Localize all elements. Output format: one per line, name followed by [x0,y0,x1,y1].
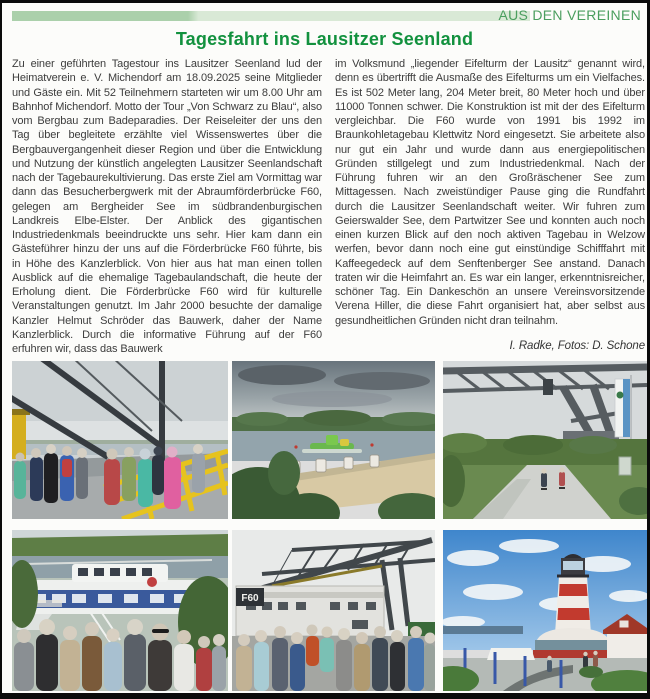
header-green-bar [12,11,530,21]
photo-lighthouse-illustration [443,530,647,691]
photo-lighthouse [443,530,647,691]
info-sign [619,457,631,475]
photo-lake-beach-illustration [232,361,435,519]
article-column-left: Zu einer geführten Tagestour ins Lausitzer Seenland lud der Heimatverein e. V. Michendorf am 18.09.2025 seine Mitglieder und Gäste ein. Mit 52 Teilnehmern starteten wir um 8.00 Uhr am Bahnhof Michendorf. Motto der Tour „Von Schwarz zu Blau“, also vom Bergbau zum Badeparadies. Der Reiseleiter der uns den Tag über begleitete erzählte viel Wissenswertes über die Bergbauvergangenheit dieser Region und über die Entwicklung und Nutzung der künstlich angelegten Lausitzer Seenlandschaft nach der Tagebaurekultivierung. Das erste Ziel am Vormittag war dann das Besucherbergwerk mit der Abraumförderbrücke F60, gelegen am Bergheider See im südbrandenburgischen Landkreis Elbe-Elster. Der Anblick des gigantischen Industriedenkmals beeindruckte uns sehr. Hier kam dann ein Gästeführer hinzu der uns auf die Förderbrücke F60 führte, bis in Höhe des Kanzlerblick. Von hier aus hat man einen tollen Ausblick auf die ehemalige Tagebaulandschaft, die heute der Erholung dient. Die Förderbrücke F60 wird für kulturelle Veranstaltungen genutzt. Im Jahr 2000 besuchte der damalige Kanzler Helmut Schröder das Bauwerk, daher der Name Kanzlerblick. Durch die informative Führung auf der F60 erfuhren wir, dass das Bauwerk [12,58,322,355]
photo-f60-plaza-crowd [232,530,435,691]
bottom-caption: Anzeigen [303,693,346,699]
author-credit: I. Radke, Fotos: D. Schone [509,339,645,352]
photo-ship-group [12,530,228,691]
photo-f60-path-cyclists [443,361,647,519]
photo-f60-plaza-illustration [232,530,435,691]
article-title: Tagesfahrt ins Lausitzer Seenland [175,29,474,49]
life-ring [147,577,157,587]
article-body [12,57,645,357]
lake [443,626,523,634]
photo-f60-platform-group [12,361,228,519]
photo-f60-path-illustration [443,361,647,519]
article-column-right-text: im Volksmund „liegender Eifelturm der Lausitz“ genannt wird, denn es übertrifft die Ausmaße des Eifelturms um ein Vielfaches. Es ist 502 Meter lang, 204 Meter breit, 80 Meter hoch und über 11000 Tonnen schwer. Die Konstruktion ist mit der des Eifelturm vergleichbar. Die F60 wurde von 1991 bis 1992 im Braunkohletagebau Klettwitz Nord eingesetzt. Sie arbeitete also nur gut ein Jahr und wurde dann aus energiepolitischen Gründen stillgelegt und zum Industriedenkmal. Nach der Führung fuhren wir an den Großräschener See zum Mittagessen. Nach zweistündiger Pause ging die Rundfahrt durch die Lausitzer Seenlandschaft weiter. Wir fuhren zum Geierswalder See, dem Partwitzer See und konnten auch noch einen kurzen Blick auf den noch aktiven Tagebau in Welzow werfen, bevor dann noch eine gut einstündige Schifffahrt mit Kaffeegedeck auf dem Senftenberger See anstand. Danach traten wir die Heimfahrt an. Es war ein langer, erkenntnisreicher, schöner Tag. Ein Dankeschön an unsere Vereinsvorsitzende Verena Hiller, die diese Fahrt organisiert hat, aber selbst aus gesundheitlichen Gründen nicht dran teilnahm. [335,58,645,327]
section-label: AUS DEN VEREINEN [498,7,641,23]
f60-sign-text: F60 [241,593,259,604]
photo-lake-beach [232,361,435,519]
article-column-right [335,57,645,357]
photo-ship-illustration [12,530,228,691]
photo-f60-platform-illustration [12,361,228,519]
